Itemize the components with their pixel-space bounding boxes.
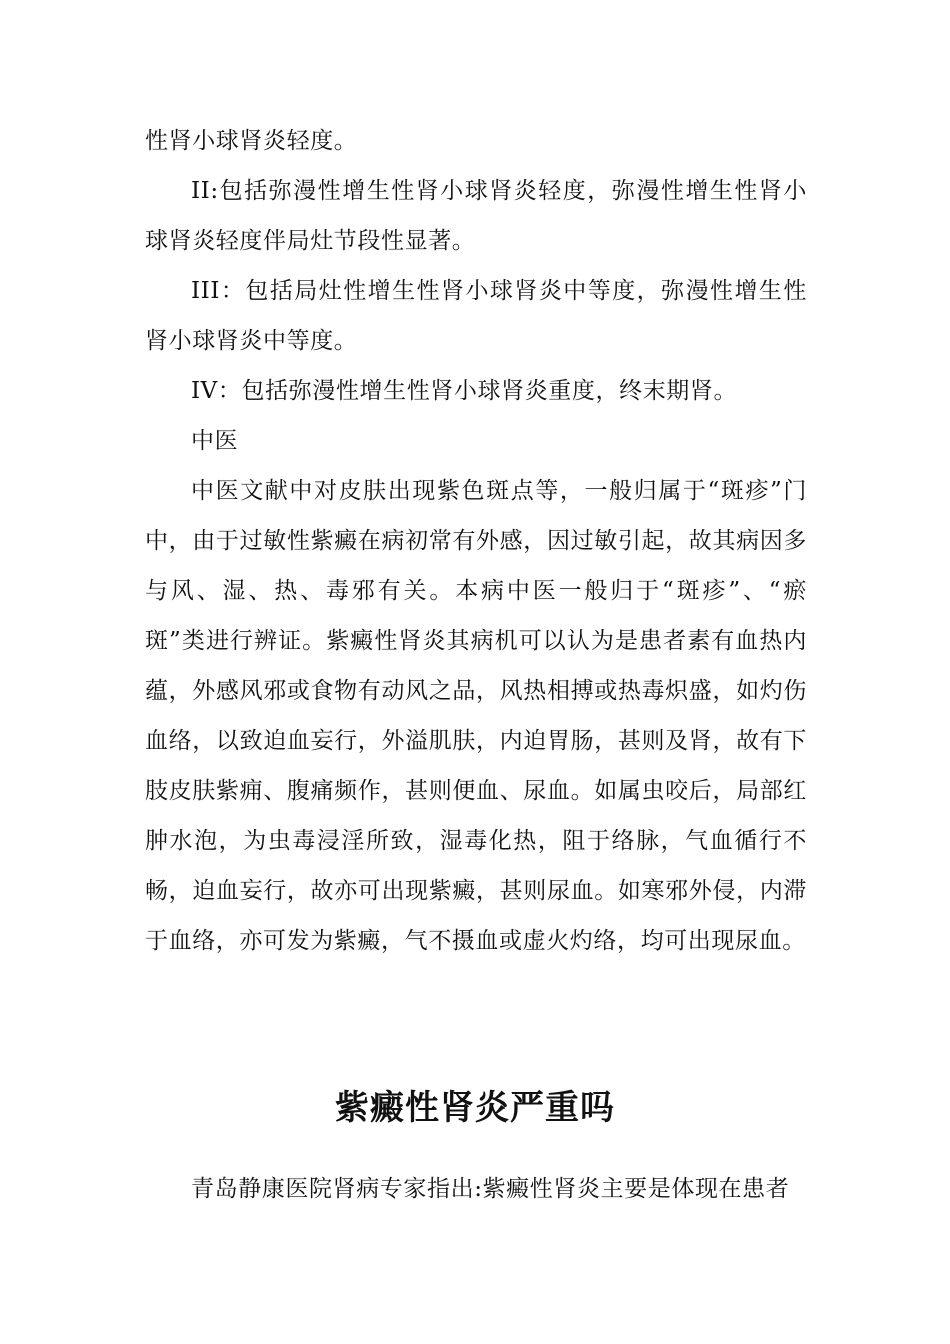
section-heading: 紫癜性肾炎严重吗 — [335, 1088, 615, 1128]
paragraph-class-iv: IV：包括弥漫性增生性肾小球肾炎重度，终末期肾。 — [191, 378, 738, 404]
paragraph-continuation: 性肾小球肾炎轻度。 — [145, 128, 358, 154]
paragraph-class-ii: II:包括弥漫性增生性肾小球肾炎轻度，弥漫性增生性肾小球肾炎轻度伴局灶节段性显著。 — [145, 178, 807, 254]
subheading-tcm: 中医 — [191, 428, 239, 454]
body-text — [145, 116, 807, 966]
paragraph-tcm: 中医文献中对皮肤出现紫色斑点等，一般归属于“斑疹”门中，由于过敏性紫癜在病初常有外感，因过敏引起，故其病因多与风、湿、热、毒邪有关。本病中医一般归于“斑疹”、“瘀斑”类进行辨证。紫癜性肾炎其病机可以认为是患者素有血热内蕴，外感风邪或食物有动风之品，风热相搏或热毒炽盛，如灼伤血络，以致迫血妄行，外溢肌肤，内迫胃肠，甚则及肾，故有下肢皮肤紫痈、腹痛频作，甚则便血、尿血。如属虫咬后，局部红肿水泡，为虫毒浸淫所致，湿毒化热，阻于络脉，气血循行不畅，迫血妄行，故亦可出现紫癜，甚则尿血。如寒邪外侵，内滞于血络，亦可发为紫癜，气不摄血或虚火灼络，均可出现尿血。 — [145, 478, 807, 954]
paragraph-class-iii: III：包括局灶性增生性肾小球肾炎中等度，弥漫性增生性肾小球肾炎中等度。 — [145, 278, 807, 354]
paragraph-expert: 青岛静康医院肾病专家指出:紫癜性肾炎主要是体现在患者 — [191, 1176, 790, 1202]
